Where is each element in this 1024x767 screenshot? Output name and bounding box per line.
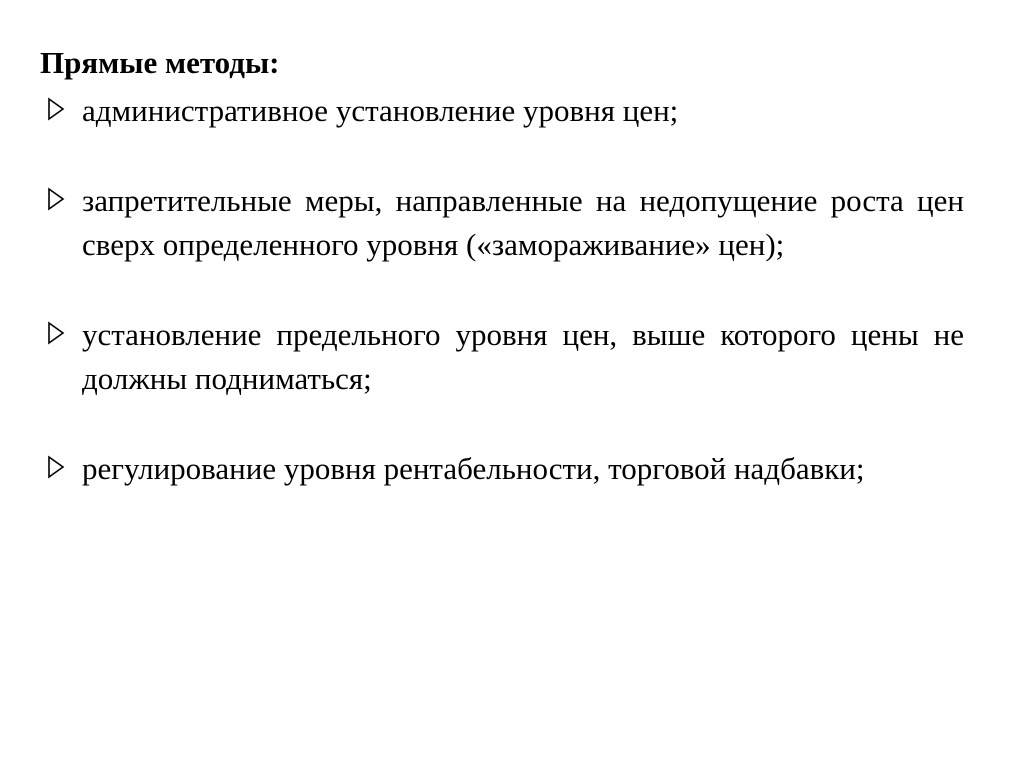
list-item — [40, 89, 964, 177]
list-item — [40, 447, 964, 535]
arrow-bullet-icon — [46, 320, 70, 346]
page-title — [40, 44, 964, 83]
methods-bullet-list — [40, 89, 964, 535]
arrow-bullet-icon — [46, 454, 70, 480]
page-title-bold: Прямые — [40, 45, 158, 80]
arrow-bullet-icon — [46, 96, 70, 122]
page-title-rest: методы: — [157, 45, 280, 80]
arrow-bullet-icon — [46, 186, 70, 212]
list-item-label: запретительные меры, направленные на недопущение роста цен сверх определенного уровня («замораживание» цен); — [82, 182, 964, 262]
list-item-label: регулирование уровня рентабельности, торговой надбавки; — [82, 450, 865, 486]
list-item — [40, 313, 964, 445]
list-item-label: установление предельного уровня цен, выше которого цены не должны подниматься; — [82, 316, 964, 396]
list-item — [40, 179, 964, 311]
list-item-label: административное установление уровня цен; — [82, 92, 679, 128]
